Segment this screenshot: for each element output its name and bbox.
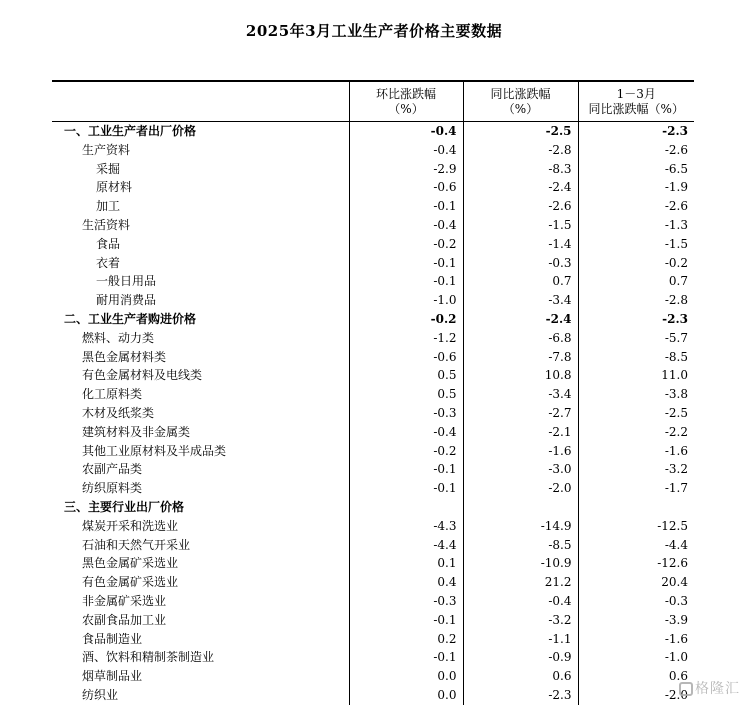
- row-label: 有色金属材料及电线类: [82, 368, 203, 383]
- row-value-yoy: -10.9: [463, 554, 578, 573]
- row-value-yoy: 0.6: [463, 667, 578, 686]
- row-label-cell: [52, 197, 349, 216]
- row-value-yoy: -1.6: [463, 442, 578, 461]
- row-label: 酒、饮料和精制茶制造业: [82, 650, 215, 665]
- table-row: [52, 366, 694, 385]
- page-title: 2025年3月工业生产者价格主要数据: [245, 22, 503, 40]
- table-row: [52, 291, 694, 310]
- row-label: 原材料: [96, 180, 133, 195]
- header-yoy: [463, 81, 578, 122]
- row-label-cell: [52, 310, 349, 329]
- row-label-cell: [52, 348, 349, 367]
- row-value-yoy: -2.5: [463, 122, 578, 141]
- row-label-cell: [52, 648, 349, 667]
- row-label-cell: [52, 460, 349, 479]
- row-value-ytd: -1.0: [664, 650, 688, 665]
- row-value-mom: 0.1: [349, 554, 463, 573]
- row-value-mom: [349, 498, 463, 517]
- row-value-ytd: -1.7: [664, 481, 688, 496]
- table-body: [52, 122, 694, 705]
- header-ytd-line1: 1－3月: [616, 86, 656, 101]
- row-label-cell: [52, 216, 349, 235]
- row-label: 煤炭开采和洗选业: [82, 518, 179, 533]
- row-value-mom: -0.4: [349, 122, 463, 141]
- row-value-yoy: -1.1: [463, 630, 578, 649]
- table-row: [52, 573, 694, 592]
- row-label: 石油和天然气开采业: [82, 537, 191, 552]
- row-value-ytd: -2.3: [662, 311, 688, 326]
- row-label: 食品: [96, 236, 121, 251]
- row-label: 黑色金属材料类: [82, 349, 167, 364]
- row-value-yoy: -0.3: [463, 254, 578, 273]
- row-label-cell: [52, 385, 349, 404]
- row-value-ytd: -2.8: [664, 293, 688, 308]
- table-row: [52, 460, 694, 479]
- row-value-mom: -0.2: [349, 310, 463, 329]
- row-value-yoy: [463, 498, 578, 517]
- row-value-yoy: -0.9: [463, 648, 578, 667]
- table-row: [52, 648, 694, 667]
- row-label: 化工原料类: [82, 387, 143, 402]
- row-value-mom: -0.1: [349, 460, 463, 479]
- table-row: [52, 498, 694, 517]
- row-value-yoy: -3.4: [463, 385, 578, 404]
- price-data-table: [52, 80, 694, 705]
- row-value-mom: -1.0: [349, 291, 463, 310]
- row-value-ytd: 11.0: [661, 368, 688, 383]
- row-value-mom: 0.5: [349, 366, 463, 385]
- table-row: [52, 160, 694, 179]
- row-value-mom: 0.0: [349, 686, 463, 705]
- row-label: 烟草制品业: [82, 669, 143, 684]
- row-value-yoy: -1.4: [463, 235, 578, 254]
- row-value-yoy: 0.7: [463, 272, 578, 291]
- row-value-mom: -0.6: [349, 348, 463, 367]
- row-value-mom: 0.4: [349, 573, 463, 592]
- row-value-ytd: -5.7: [664, 330, 688, 345]
- header-mom-line1: 环比涨跌幅: [375, 86, 436, 101]
- table-row: [52, 479, 694, 498]
- row-label-cell: [52, 423, 349, 442]
- watermark-text: 格隆汇: [695, 681, 740, 697]
- table-row: [52, 254, 694, 273]
- table-row: [52, 272, 694, 291]
- row-value-ytd: -3.9: [664, 612, 688, 627]
- table-row: [52, 329, 694, 348]
- row-label: 生产资料: [82, 142, 131, 157]
- row-value-yoy: -2.4: [463, 310, 578, 329]
- row-label-cell: [52, 366, 349, 385]
- row-value-ytd: -0.3: [664, 593, 688, 608]
- row-value-mom: -2.9: [349, 160, 463, 179]
- row-label-cell: [52, 667, 349, 686]
- row-value-ytd: -2.2: [664, 424, 688, 439]
- table-row: [52, 592, 694, 611]
- row-label-cell: [52, 141, 349, 160]
- row-value-mom: 0.5: [349, 385, 463, 404]
- row-label: 木材及纸浆类: [82, 405, 155, 420]
- row-value-yoy: -14.9: [463, 517, 578, 536]
- row-value-ytd: -3.2: [664, 462, 688, 477]
- row-label: 其他工业原材料及半成品类: [82, 443, 227, 458]
- row-label: 二、工业生产者购进价格: [64, 311, 197, 326]
- table-row: [52, 216, 694, 235]
- table-row: [52, 141, 694, 160]
- table-row: [52, 310, 694, 329]
- row-label-cell: [52, 272, 349, 291]
- row-value-mom: -0.1: [349, 272, 463, 291]
- row-value-mom: 0.2: [349, 630, 463, 649]
- row-label: 一、工业生产者出厂价格: [64, 124, 197, 138]
- row-label: 纺织原料类: [82, 481, 143, 496]
- row-label: 黑色金属矿采选业: [82, 556, 179, 571]
- table-row: [52, 611, 694, 630]
- row-label-cell: [52, 498, 349, 517]
- row-label: 农副产品类: [82, 462, 143, 477]
- row-value-yoy: -2.4: [463, 178, 578, 197]
- header-item-column: [52, 81, 349, 122]
- row-value-mom: -0.2: [349, 235, 463, 254]
- row-value-mom: -0.4: [349, 141, 463, 160]
- header-mom-line2: （%）: [388, 101, 424, 116]
- row-value-ytd: -4.4: [664, 537, 688, 552]
- row-value-mom: -0.1: [349, 611, 463, 630]
- row-value-yoy: -3.4: [463, 291, 578, 310]
- row-value-yoy: -7.8: [463, 348, 578, 367]
- watermark-logo-icon: [679, 682, 693, 696]
- row-value-yoy: -2.7: [463, 404, 578, 423]
- row-label: 采掘: [96, 161, 121, 176]
- row-value-yoy: 10.8: [463, 366, 578, 385]
- table-row: [52, 554, 694, 573]
- row-value-yoy: -2.0: [463, 479, 578, 498]
- row-label: 农副食品加工业: [82, 612, 167, 627]
- row-value-mom: -0.4: [349, 216, 463, 235]
- row-value-ytd: -2.5: [664, 405, 688, 420]
- row-value-yoy: -8.3: [463, 160, 578, 179]
- row-value-yoy: -1.5: [463, 216, 578, 235]
- row-value-yoy: -3.2: [463, 611, 578, 630]
- row-value-ytd: 20.4: [661, 575, 688, 590]
- row-value-ytd: -1.9: [664, 180, 688, 195]
- row-value-ytd: -2.0: [664, 687, 688, 702]
- table-row: [52, 235, 694, 254]
- table-row: [52, 442, 694, 461]
- row-value-mom: -4.4: [349, 536, 463, 555]
- row-label-cell: [52, 611, 349, 630]
- row-label: 生活资料: [82, 217, 131, 232]
- row-label-cell: [52, 178, 349, 197]
- row-value-ytd: -3.8: [664, 387, 688, 402]
- row-value-ytd: -1.6: [664, 631, 688, 646]
- row-label: 食品制造业: [82, 631, 143, 646]
- row-value-ytd: -12.5: [657, 518, 688, 533]
- row-value-ytd: -2.6: [664, 199, 688, 214]
- table-row: [52, 348, 694, 367]
- row-value-mom: -0.2: [349, 442, 463, 461]
- row-label-cell: [52, 329, 349, 348]
- table-row: [52, 423, 694, 442]
- row-label-cell: [52, 517, 349, 536]
- row-label: 三、主要行业出厂价格: [64, 499, 185, 514]
- row-label-cell: [52, 122, 349, 141]
- header-yoy-line1: 同比涨跌幅: [490, 86, 551, 101]
- row-value-ytd: -1.5: [664, 236, 688, 251]
- row-value-yoy: -6.8: [463, 329, 578, 348]
- row-label-cell: [52, 573, 349, 592]
- table-row: [52, 197, 694, 216]
- row-value-mom: -0.1: [349, 479, 463, 498]
- row-value-mom: -0.6: [349, 178, 463, 197]
- row-label-cell: [52, 442, 349, 461]
- row-value-ytd: -1.3: [664, 217, 688, 232]
- row-label: 燃料、动力类: [82, 330, 155, 345]
- header-mom: [349, 81, 463, 122]
- row-label-cell: [52, 479, 349, 498]
- row-value-yoy: -2.8: [463, 141, 578, 160]
- row-label-cell: [52, 554, 349, 573]
- row-value-mom: -0.1: [349, 648, 463, 667]
- row-value-mom: -0.1: [349, 197, 463, 216]
- table-row: [52, 536, 694, 555]
- row-label-cell: [52, 160, 349, 179]
- row-label: 耐用消费品: [96, 293, 157, 308]
- row-value-yoy: -3.0: [463, 460, 578, 479]
- row-value-mom: -0.3: [349, 404, 463, 423]
- row-label-cell: [52, 404, 349, 423]
- row-value-yoy: -2.6: [463, 197, 578, 216]
- row-value-ytd: -2.3: [662, 124, 688, 138]
- table-row: [52, 667, 694, 686]
- row-value-ytd: 0.7: [668, 274, 688, 289]
- table-row: [52, 385, 694, 404]
- row-label: 衣着: [96, 255, 121, 270]
- table-row: [52, 517, 694, 536]
- row-label: 建筑材料及非金属类: [82, 424, 191, 439]
- row-value-yoy: 21.2: [463, 573, 578, 592]
- row-value-mom: -4.3: [349, 517, 463, 536]
- row-value-ytd: -6.5: [664, 161, 688, 176]
- row-label-cell: [52, 630, 349, 649]
- row-value-mom: -0.4: [349, 423, 463, 442]
- row-label: 纺织业: [82, 687, 119, 702]
- row-value-mom: -0.3: [349, 592, 463, 611]
- row-label: 非金属矿采选业: [82, 593, 167, 608]
- row-value-ytd: -0.2: [664, 255, 688, 270]
- row-label-cell: [52, 254, 349, 273]
- row-value-ytd: -8.5: [664, 349, 688, 364]
- row-value-ytd: [578, 498, 694, 517]
- row-value-ytd: -12.6: [657, 556, 688, 571]
- row-value-ytd: 0.6: [668, 669, 688, 684]
- row-value-mom: -0.1: [349, 254, 463, 273]
- header-ytd-line2: 同比涨跌幅（%）: [588, 101, 684, 116]
- header-ytd: [578, 81, 694, 122]
- row-label: 加工: [96, 199, 121, 214]
- table-row: [52, 630, 694, 649]
- table-header-row: [52, 81, 694, 122]
- row-label-cell: [52, 536, 349, 555]
- row-value-ytd: -1.6: [664, 443, 688, 458]
- row-value-ytd: -2.6: [664, 142, 688, 157]
- table-row: [52, 404, 694, 423]
- watermark: [679, 678, 740, 698]
- row-label: 一般日用品: [96, 274, 157, 289]
- row-label-cell: [52, 291, 349, 310]
- header-yoy-line2: （%）: [502, 101, 539, 116]
- row-value-yoy: -2.3: [463, 686, 578, 705]
- row-label-cell: [52, 235, 349, 254]
- row-value-yoy: -0.4: [463, 592, 578, 611]
- table-row: [52, 178, 694, 197]
- row-label-cell: [52, 592, 349, 611]
- row-value-yoy: -2.1: [463, 423, 578, 442]
- row-label: 有色金属矿采选业: [82, 575, 179, 590]
- row-value-mom: -1.2: [349, 329, 463, 348]
- table-row: [52, 122, 694, 141]
- row-value-mom: 0.0: [349, 667, 463, 686]
- row-value-yoy: -8.5: [463, 536, 578, 555]
